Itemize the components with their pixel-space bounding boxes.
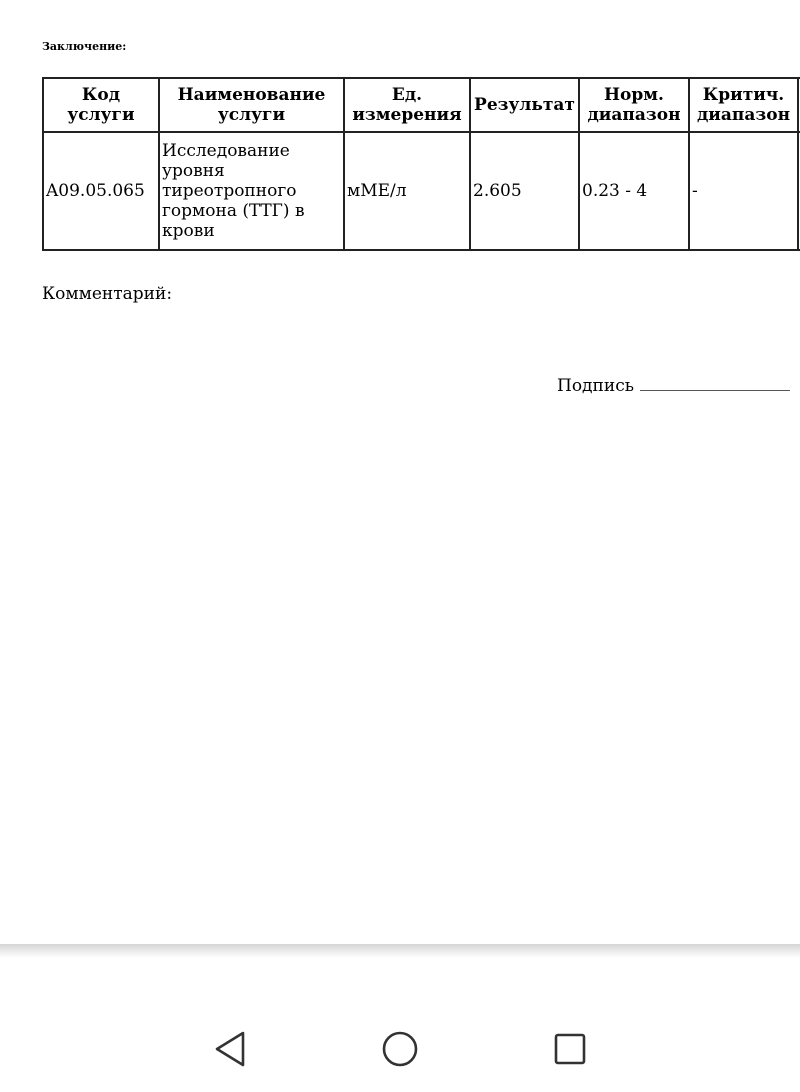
back-button[interactable] — [208, 1027, 252, 1071]
header-code: Код услуги — [43, 78, 159, 132]
navigation-bar — [0, 958, 800, 1092]
home-button[interactable] — [378, 1027, 422, 1071]
recents-button[interactable] — [548, 1027, 592, 1071]
cell-unit: мМЕ/л — [344, 132, 470, 250]
table-header-row — [43, 78, 800, 132]
cell-normal-range: 0.23 - 4 — [579, 132, 689, 250]
header-normal-range: Норм. диапазон — [579, 78, 689, 132]
cell-name: Исследование уровня тиреотропного гормона (ТТГ) в крови — [159, 132, 344, 250]
header-name: Наименование услуги — [159, 78, 344, 132]
cell-result: 2.605 — [470, 132, 579, 250]
signature-block — [557, 376, 790, 396]
header-unit: Ед. измерения — [344, 78, 470, 132]
table-row — [43, 132, 800, 250]
scroll-shadow — [0, 944, 800, 958]
header-result: Результат — [470, 78, 579, 132]
header-critical-range: Критич. диапазон — [689, 78, 798, 132]
conclusion-label: Заключение: — [42, 40, 127, 53]
cell-critical-range: - — [689, 132, 798, 250]
comment-label: Комментарий: — [42, 284, 173, 304]
recents-square-icon — [548, 1027, 592, 1071]
signature-line — [640, 376, 790, 391]
signature-label: Подпись — [557, 376, 634, 396]
results-table — [42, 77, 800, 251]
home-circle-icon — [378, 1027, 422, 1071]
back-triangle-icon — [208, 1027, 252, 1071]
cell-code: A09.05.065 — [43, 132, 159, 250]
